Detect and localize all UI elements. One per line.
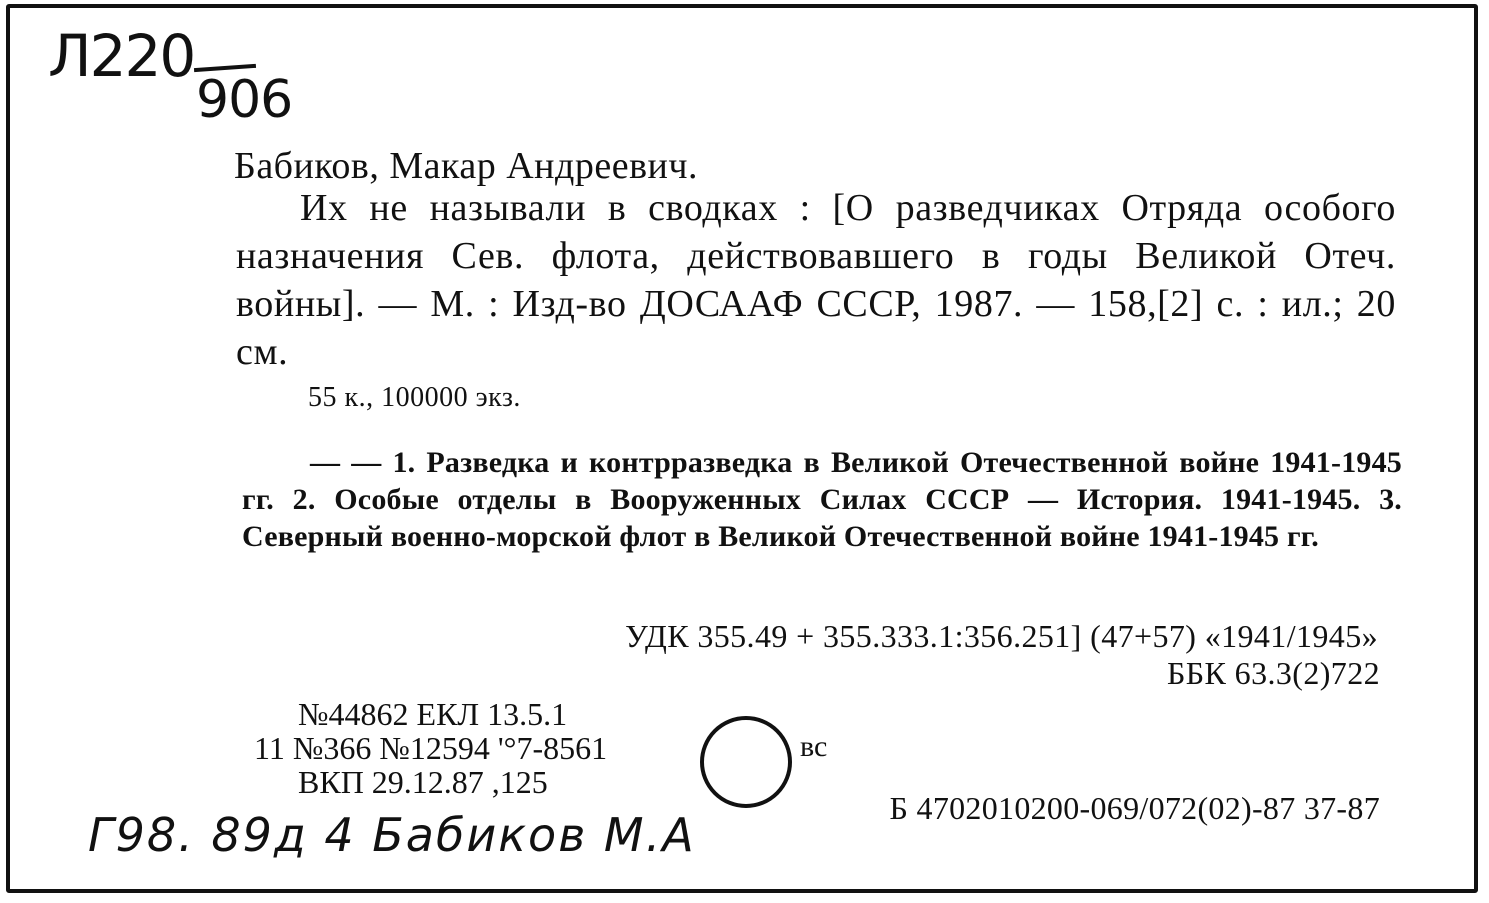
author-heading: Бабиков, Макар Андреевич. [234,145,698,187]
bbk-code: ББК 63.3(2)722 [1166,655,1380,691]
catalog-card [6,4,1478,893]
call-number-sub: 906 [196,70,293,130]
record-line-3: ВКП 29.12.87 ,125 [298,764,548,800]
record-line-2: 11 №366 №12594 '°7-8561 [254,730,608,766]
price-print-run: 55 к., 100000 экз. [308,382,521,413]
vs-mark: вс [800,730,828,763]
bibliographic-description: Их не называли в сводках : [О разведчиках Отряда особого назначения Сев. флота, действовавшего в годы Великой Отеч. войны]. — М. : Изд-во ДОСААФ СССР, 1987. — 158,[2] с. : ил.; 20 см. [236,187,1396,373]
publisher-code: Б 4702010200-069/072(02)-87 37-87 [889,790,1380,826]
record-line-1: №44862 ЕКЛ 13.5.1 [298,696,568,732]
subject-headings: — — 1. Разведка и контрразведка в Великой Отечественной войне 1941-1945 гг. 2. Особые отделы в Вооруженных Силах СССР — История. 1941-1945. 3. Северный военно-морской флот в Великой Отечественной войне 1941-1945 гг. [242,446,1402,553]
handwritten-note: Г98. 89д 4 Бабиков М.А [88,808,696,862]
call-number-main: Л220 [48,22,195,90]
circle-stamp-icon [700,716,792,808]
udk-code: УДК 355.49 + 355.333.1:356.251] (47+57) «1941/1945» [625,618,1378,654]
